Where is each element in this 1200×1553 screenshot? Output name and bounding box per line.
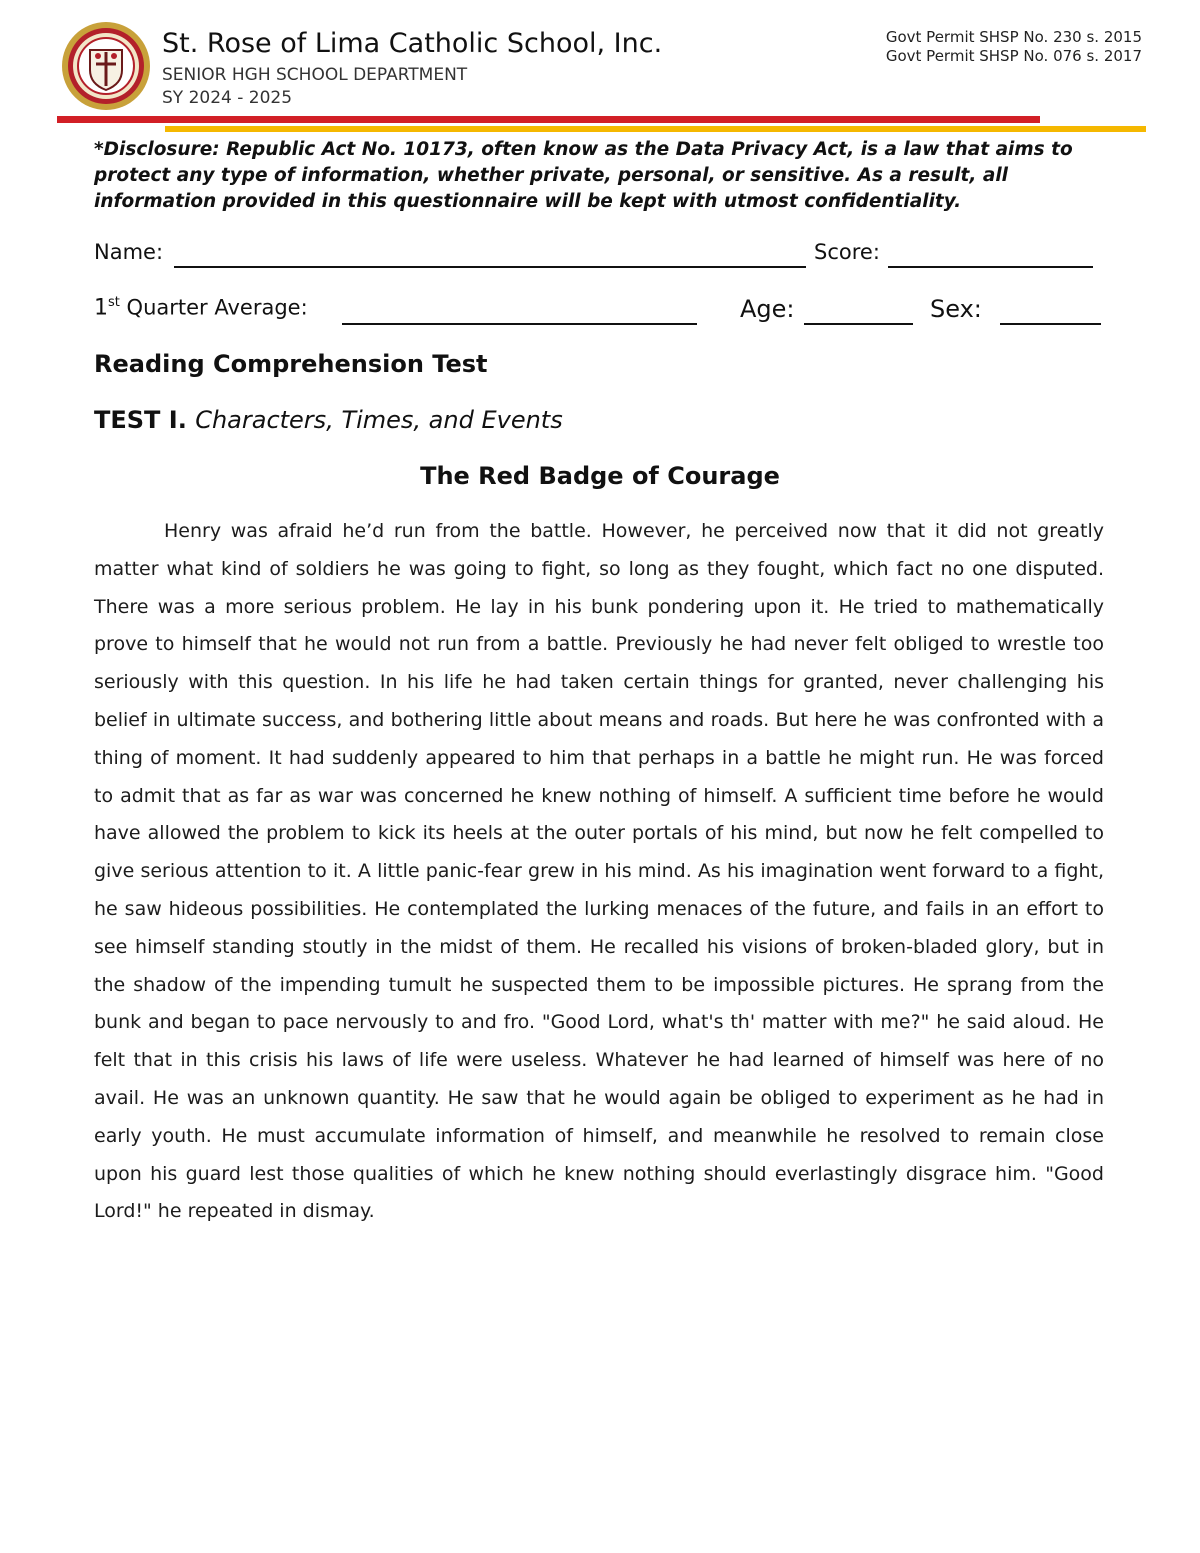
test-part-heading <box>94 406 563 434</box>
govt-permit-1: Govt Permit SHSP No. 230 s. 2015 <box>885 28 1142 46</box>
school-seal-logo <box>60 20 152 112</box>
story-title: The Red Badge of Courage <box>420 462 780 490</box>
test-part-label: TEST I. <box>94 406 187 434</box>
score-label: Score: <box>814 240 880 264</box>
header-divider-gold <box>165 126 1146 132</box>
quarter-average-input-line[interactable] <box>342 323 697 325</box>
quarter-age-sex-row <box>94 295 1106 331</box>
name-score-row <box>94 240 1106 272</box>
header-divider-red <box>57 116 1040 123</box>
name-label: Name: <box>94 240 164 264</box>
quarter-ordinal-suffix: st <box>108 295 120 310</box>
privacy-disclosure: *Disclosure: Republic Act No. 10173, often know as the Data Privacy Act, is a law that aims to protect any type of information, whether private, personal, or sensitive. As a result, all information provided in this questionnaire will be kept with utmost confidentiality. <box>94 139 1073 212</box>
quarter-number: 1 <box>94 295 108 321</box>
test-title: Reading Comprehension Test <box>94 350 488 378</box>
school-name: St. Rose of Lima Catholic School, Inc. <box>162 28 663 59</box>
sex-input-line[interactable] <box>1000 323 1101 325</box>
score-input-line[interactable] <box>888 266 1093 268</box>
reading-passage: Henry was afraid he’d run from the battle. However, he perceived now that it did not greatly matter what kind of soldiers he was going to fight, so long as they fought, which fact no one disputed. There was a more serious problem. He lay in his bunk pondering upon it. He tried to mathematically prove to himself that he would not run from a battle. Previously he had never felt obliged to wrestle too seriously with this question. In his life he had taken certain things for granted, never challenging his belief in ultimate success, and bothering little about means and roads. But here he was confronted with a thing of moment. It had suddenly appeared to him that perhaps in a battle he might run. He was forced to admit that as far as war was concerned he knew nothing of himself. A sufficient time before he would have allowed the problem to kick its heels at the outer portals of his mind, but now he felt compelled to give serious attention to it. A little panic-fear grew in his mind. As his imagination went forward to a fight, he saw hideous possibilities. He contemplated the lurking menaces of the future, and fails in an effort to see himself standing stoutly in the midst of them. He recalled his visions of broken-bladed glory, but in the shadow of the impending tumult he suspected them to be impossible pictures. He sprang from the bunk and began to pace nervously to and fro. "Good Lord, what's th' matter with me?" he said aloud. He felt that in this crisis his laws of life were useless. Whatever he had learned of himself was here of no avail. He was an unknown quantity. He saw that he would again be obliged to experiment as he had in early youth. He must accumulate information of himself, and meanwhile he resolved to remain close upon his guard lest those qualities of which he knew nothing should everlastingly disgrace him. "Good Lord!" he repeated in dismay. <box>94 520 1104 1223</box>
govt-permit-2: Govt Permit SHSP No. 076 s. 2017 <box>885 47 1142 65</box>
age-label: Age: <box>740 295 795 323</box>
age-input-line[interactable] <box>804 323 913 325</box>
name-input-line[interactable] <box>174 266 806 268</box>
quarter-average-label <box>94 295 308 320</box>
test-part-subtitle: Characters, Times, and Events <box>195 406 563 434</box>
quarter-label-text: Quarter Average: <box>119 295 308 320</box>
sex-label: Sex: <box>930 295 982 323</box>
department-name: SENIOR HGH SCHOOL DEPARTMENT <box>162 65 468 85</box>
school-year: SY 2024 - 2025 <box>162 88 293 108</box>
